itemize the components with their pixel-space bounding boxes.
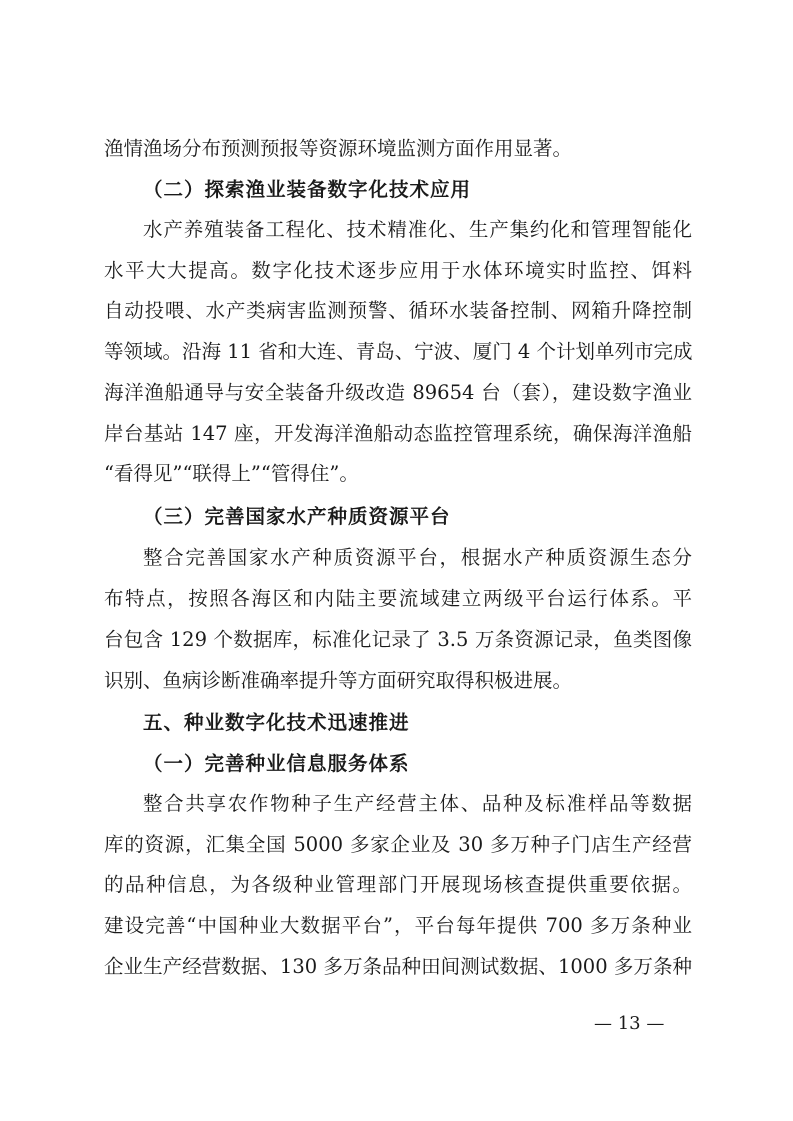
section-heading: （二）探索渔业装备数字化技术应用: [143, 178, 472, 201]
paragraph-line: “看得见”“联得上”“管得住”。: [104, 462, 359, 485]
paragraph-line: 识别、鱼病诊断准确率提升等方面研究取得积极进展。: [104, 669, 573, 692]
section-heading: （三）完善国家水产种质资源平台: [143, 505, 451, 528]
page-number: — 13 —: [594, 1013, 665, 1034]
paragraph-line: 整合完善国家水产种质资源平台，根据水产种质资源生态分: [143, 546, 692, 569]
paragraph-line: 等领域。沿海 11 省和大连、青岛、宁波、厦门 4 个计划单列市完成: [104, 340, 693, 363]
paragraph-line: 建设完善“中国种业大数据平台”，平台每年提供 700 多万条种业: [104, 914, 692, 937]
paragraph-line: 岸台基站 147 座，开发海洋渔船动态监控管理系统，确保海洋渔船: [104, 422, 692, 445]
section-heading: （一）完善种业信息服务体系: [143, 752, 410, 775]
paragraph-line: 台包含 129 个数据库，标准化记录了 3.5 万条资源记录，鱼类图像: [104, 628, 692, 651]
paragraph-line: 水平大大提高。数字化技术逐步应用于水体环境实时监控、饵料: [104, 259, 692, 282]
paragraph-line: 布特点，按照各海区和内陆主要流域建立两级平台运行体系。平: [104, 587, 692, 610]
paragraph-line: 渔情渔场分布预测预报等资源环境监测方面作用显著。: [104, 137, 573, 160]
paragraph-line: 水产养殖装备工程化、技术精准化、生产集约化和管理智能化: [143, 218, 692, 241]
paragraph-line: 整合共享农作物种子生产经营主体、品种及标准样品等数据: [143, 792, 692, 815]
paragraph-line: 企业生产经营数据、130 多万条品种田间测试数据、1000 多万条种: [104, 955, 692, 978]
chapter-heading: 五、种业数字化技术迅速推进: [143, 711, 410, 734]
paragraph-line: 的品种信息，为各级种业管理部门开展现场核查提供重要依据。: [104, 873, 692, 896]
paragraph-line: 自动投喂、水产类病害监测预警、循环水装备控制、网箱升降控制: [104, 299, 692, 322]
paragraph-line: 库的资源，汇集全国 5000 多家企业及 30 多万种子门店生产经营: [104, 833, 692, 856]
paragraph-line: 海洋渔船通导与安全装备升级改造 89654 台（套），建设数字渔业: [104, 381, 692, 404]
